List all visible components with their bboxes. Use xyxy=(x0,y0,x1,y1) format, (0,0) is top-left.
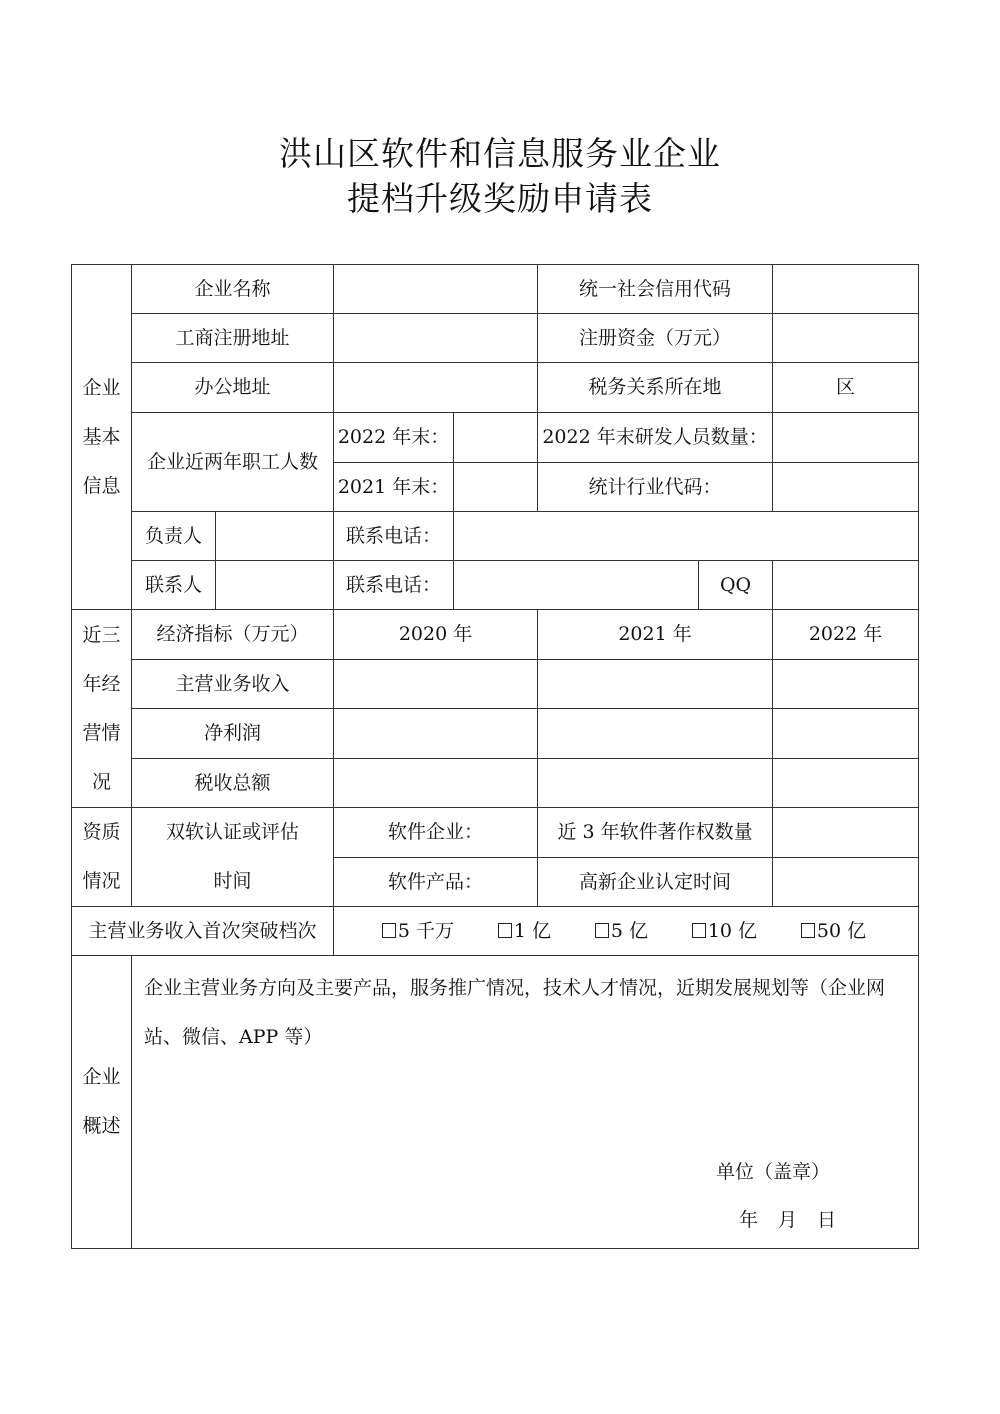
field-office-address[interactable] xyxy=(334,363,538,413)
section-qualification-label: 资质情况 xyxy=(82,821,121,892)
label-rd-staff: 2022 年末研发人员数量： xyxy=(538,413,773,463)
section-qualification xyxy=(72,808,132,907)
tier-option-10y[interactable] xyxy=(692,919,758,942)
tier-option-label: 5 千万 xyxy=(397,919,455,942)
label-revenue-tier: 主营业务收入首次突破档次 xyxy=(72,907,334,956)
label-reg-capital: 注册资金（万元） xyxy=(538,314,773,363)
label-hightech-time: 高新企业认定时间 xyxy=(538,858,773,907)
label-tax-location: 税务关系所在地 xyxy=(538,363,773,413)
field-profit-2021[interactable] xyxy=(538,709,773,759)
label-qq: QQ xyxy=(699,561,773,610)
field-phone-1[interactable] xyxy=(454,512,919,561)
tier-option-label: 10 亿 xyxy=(707,919,758,942)
label-company-name: 企业名称 xyxy=(132,265,334,314)
label-dual-software-cert xyxy=(132,808,334,907)
label-phone-1: 联系电话： xyxy=(334,512,454,561)
label-2021-end: 2021 年末： xyxy=(334,463,454,512)
label-credit-code: 统一社会信用代码 xyxy=(538,265,773,314)
section-basic-info-label: 企业基本信息 xyxy=(82,376,121,497)
field-tax-2020[interactable] xyxy=(334,759,538,808)
tax-district-suffix: 区 xyxy=(836,376,856,398)
section-operations xyxy=(72,610,132,808)
checkbox-icon[interactable] xyxy=(595,923,609,938)
section-operations-label: 近三年经营情况 xyxy=(82,623,121,793)
page-title-line-2: 提档升级奖励申请表 xyxy=(347,179,653,218)
date-label: 年 月 日 xyxy=(738,1209,837,1231)
field-hightech-time[interactable] xyxy=(773,858,919,907)
header-year-2021: 2021 年 xyxy=(538,610,773,660)
label-main-revenue: 主营业务收入 xyxy=(132,660,334,709)
label-reg-address: 工商注册地址 xyxy=(132,314,334,363)
label-net-profit: 净利润 xyxy=(132,709,334,759)
field-tax-2022[interactable] xyxy=(773,759,919,808)
field-copyright-count[interactable] xyxy=(773,808,919,858)
field-rd-staff[interactable] xyxy=(773,413,919,463)
label-industry-code: 统计行业代码： xyxy=(538,463,773,512)
application-form-table xyxy=(71,264,919,1249)
label-copyright-count: 近 3 年软件著作权数量 xyxy=(538,808,773,858)
field-industry-code[interactable] xyxy=(773,463,919,512)
field-overview[interactable] xyxy=(132,956,919,1249)
revenue-tier-options xyxy=(334,907,919,956)
field-2022-end[interactable] xyxy=(454,413,538,463)
label-office-address: 办公地址 xyxy=(132,363,334,413)
label-2022-end: 2022 年末： xyxy=(334,413,454,463)
overview-prompt: 企业主营业务方向及主要产品，服务推广情况，技术人才情况，近期发展规划等（企业网站、微信、APP 等） xyxy=(144,977,886,1048)
field-profit-2022[interactable] xyxy=(773,709,919,759)
header-year-2020: 2020 年 xyxy=(334,610,538,660)
tier-option-label: 50 亿 xyxy=(816,919,867,942)
checkbox-icon[interactable] xyxy=(692,923,706,938)
field-credit-code[interactable] xyxy=(773,265,919,314)
field-reg-address[interactable] xyxy=(334,314,538,363)
header-year-2022: 2022 年 xyxy=(773,610,919,660)
field-revenue-2021[interactable] xyxy=(538,660,773,709)
tier-option-label: 5 亿 xyxy=(610,919,648,942)
tier-option-5y[interactable] xyxy=(595,919,648,942)
company-stamp-label: 单位（盖章） xyxy=(716,1161,831,1183)
label-software-product: 软件产品： xyxy=(334,858,538,907)
section-basic-info xyxy=(72,265,132,610)
field-phone-2[interactable] xyxy=(454,561,699,610)
field-revenue-2020[interactable] xyxy=(334,660,538,709)
field-tax-2021[interactable] xyxy=(538,759,773,808)
page-title-line-1: 洪山区软件和信息服务业企业 xyxy=(279,134,721,173)
section-overview-label: 企业概述 xyxy=(82,1066,121,1137)
field-profit-2020[interactable] xyxy=(334,709,538,759)
label-economic-indicator: 经济指标（万元） xyxy=(132,610,334,660)
field-company-name[interactable] xyxy=(334,265,538,314)
tier-option-label: 1 亿 xyxy=(513,919,552,942)
checkbox-icon[interactable] xyxy=(382,923,396,938)
section-overview xyxy=(72,956,132,1249)
field-revenue-2022[interactable] xyxy=(773,660,919,709)
checkbox-icon[interactable] xyxy=(498,923,512,938)
label-dual-software-cert-text: 双软认证或评估时间 xyxy=(165,821,299,892)
label-total-tax: 税收总额 xyxy=(132,759,334,808)
field-contact[interactable] xyxy=(216,561,334,610)
label-leader: 负责人 xyxy=(132,512,216,561)
tier-option-1y[interactable] xyxy=(498,919,552,942)
checkbox-icon[interactable] xyxy=(801,923,815,938)
label-software-enterprise: 软件企业： xyxy=(334,808,538,858)
label-employees: 企业近两年职工人数 xyxy=(132,413,334,512)
field-qq[interactable] xyxy=(773,561,919,610)
label-contact: 联系人 xyxy=(132,561,216,610)
field-reg-capital[interactable] xyxy=(773,314,919,363)
tier-option-50y[interactable] xyxy=(801,919,867,942)
field-leader[interactable] xyxy=(216,512,334,561)
label-phone-2: 联系电话： xyxy=(334,561,454,610)
field-tax-location[interactable] xyxy=(773,363,919,413)
tier-option-5000w[interactable] xyxy=(382,919,455,942)
field-2021-end[interactable] xyxy=(454,463,538,512)
